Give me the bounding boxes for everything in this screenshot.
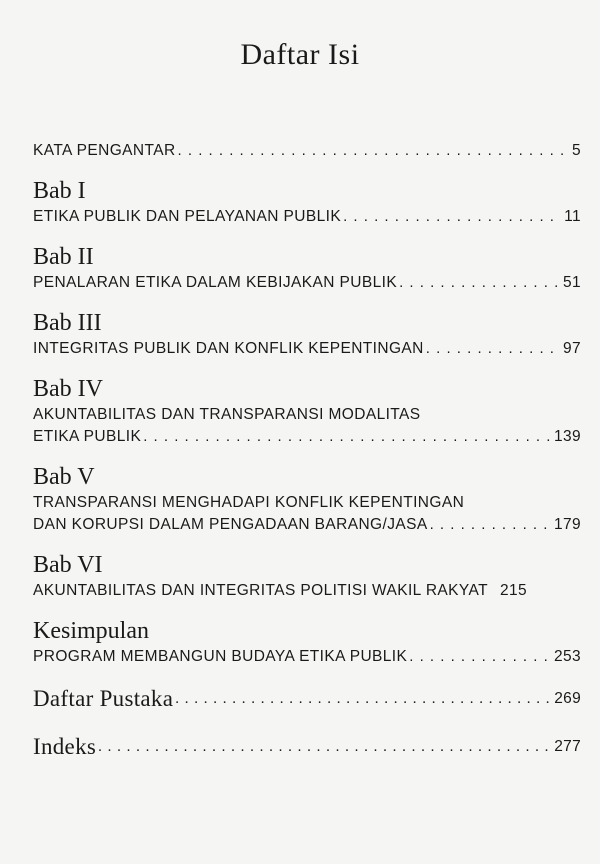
toc-page-number: 179 xyxy=(553,516,581,533)
dot-leader xyxy=(178,140,569,162)
toc-entry[interactable] xyxy=(33,646,581,668)
toc-entry-label: AKUNTABILITAS DAN INTEGRITAS POLITISI WAKIL RAKYAT xyxy=(33,582,488,599)
toc-page-number: 253 xyxy=(553,648,581,665)
toc-page-number: 215 xyxy=(499,582,528,599)
toc-entry-kata-pengantar[interactable] xyxy=(33,140,581,162)
toc-entry-label: Indeks xyxy=(33,734,97,759)
dot-leader xyxy=(143,426,551,448)
toc-entry[interactable] xyxy=(33,426,581,448)
toc-entry-daftar-pustaka[interactable] xyxy=(33,686,581,712)
chapter-heading: Bab IV xyxy=(33,376,103,402)
toc-page-number: 277 xyxy=(554,738,581,755)
chapter-heading: Bab I xyxy=(33,178,86,204)
toc-entry-label: PENALARAN ETIKA DALAM KEBIJAKAN PUBLIK xyxy=(33,274,398,291)
toc-entry-label: PROGRAM MEMBANGUN BUDAYA ETIKA PUBLIK xyxy=(33,648,408,665)
toc-page-number: 269 xyxy=(554,690,581,707)
dot-leader xyxy=(175,686,551,712)
dot-leader xyxy=(409,646,551,668)
toc-entry-label: KATA PENGANTAR xyxy=(33,142,176,159)
table-of-contents xyxy=(33,140,581,760)
dot-leader xyxy=(98,734,551,760)
toc-entry-label-line: TRANSPARANSI MENGHADAPI KONFLIK KEPENTINGAN xyxy=(33,494,465,511)
chapter-heading: Bab V xyxy=(33,464,95,490)
toc-entry-label: ETIKA PUBLIK xyxy=(33,428,142,445)
toc-page-number: 11 xyxy=(564,208,581,225)
toc-entry-label: INTEGRITAS PUBLIK DAN KONFLIK KEPENTINGAN xyxy=(33,340,424,357)
toc-entry-label-line: AKUNTABILITAS DAN TRANSPARANSI MODALITAS xyxy=(33,406,421,423)
toc-page-number: 51 xyxy=(562,274,581,291)
toc-page-number: 97 xyxy=(562,340,581,357)
toc-entry[interactable] xyxy=(33,338,581,360)
toc-entry-label: ETIKA PUBLIK DAN PELAYANAN PUBLIK xyxy=(33,208,342,225)
dot-leader xyxy=(426,338,560,360)
chapter-heading: Bab III xyxy=(33,310,102,336)
chapter-heading: Kesimpulan xyxy=(33,618,149,644)
toc-entry[interactable] xyxy=(33,272,581,294)
chapter-heading: Bab II xyxy=(33,244,94,270)
toc-entry[interactable] xyxy=(33,514,581,536)
toc-entry[interactable] xyxy=(33,580,581,602)
toc-page-number: 139 xyxy=(553,428,581,445)
toc-page-number: 5 xyxy=(571,142,581,159)
toc-entry[interactable] xyxy=(33,206,581,228)
toc-entry-label: DAN KORUPSI DALAM PENGADAAN BARANG/JASA xyxy=(33,516,428,533)
toc-entry-indeks[interactable] xyxy=(33,734,581,760)
dot-leader xyxy=(399,272,560,294)
chapter-heading: Bab VI xyxy=(33,552,103,578)
page-title: Daftar Isi xyxy=(240,38,360,71)
dot-leader xyxy=(343,206,561,228)
toc-entry-label: Daftar Pustaka xyxy=(33,686,174,711)
dot-leader xyxy=(430,514,551,536)
